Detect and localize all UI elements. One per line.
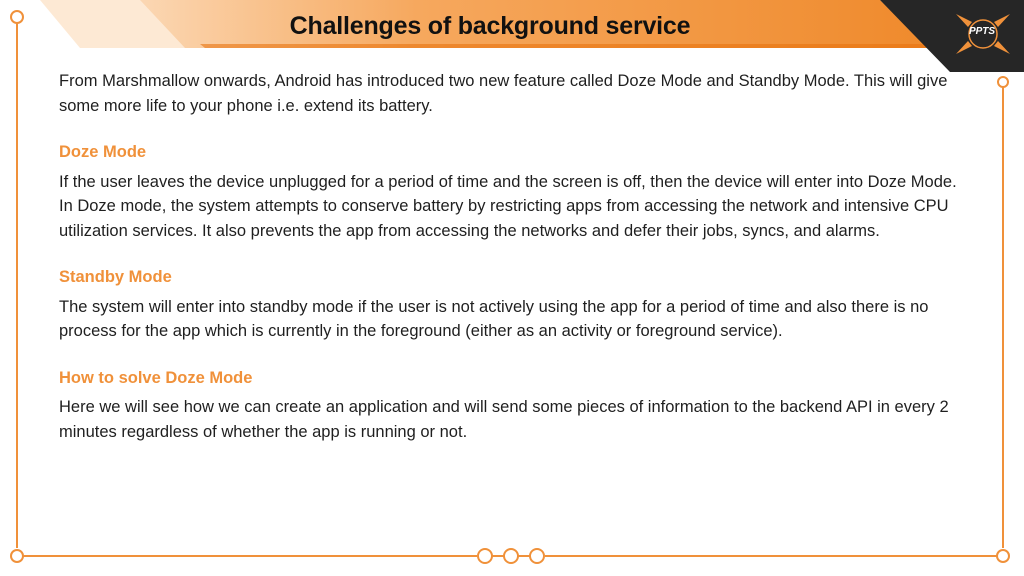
slide-title: Challenges of background service bbox=[289, 12, 691, 40]
section-heading-doze-mode: Doze Mode bbox=[59, 143, 147, 161]
frame-node-top-left bbox=[11, 11, 23, 23]
section-body-doze-mode: If the user leaves the device unplugged for a period of time and the screen is off, then the device will enter into Doze Mode. In Doze mode, the system attempts to conserve battery by restricting apps from accessing the network and intensive CPU utilization services. It also prevents the app from accessing the networks and defer their jobs, syncs, and alarms. bbox=[59, 172, 957, 240]
frame-node-bottom-center-1 bbox=[478, 549, 492, 563]
frame-node-right bbox=[998, 77, 1008, 87]
header-banner-stripe bbox=[200, 44, 935, 48]
section-body-standby-mode: The system will enter into standby mode if the user is not actively using the app for a period of time and also there is no process for the app which is currently in the foreground (either as an activity or foreground service). bbox=[59, 297, 929, 340]
logo-text: PPTS bbox=[968, 26, 996, 37]
slide-content bbox=[59, 69, 969, 444]
section-body-how-to-solve: Here we will see how we can create an application and will send some pieces of information to the backend API in every 2 minutes regardless of whether the app is running or not. bbox=[59, 398, 949, 441]
intro-paragraph: From Marshmallow onwards, Android has introduced two new feature called Doze Mode and Standby Mode. This will give some more life to your phone i.e. extend its battery. bbox=[59, 72, 948, 115]
frame-node-bottom-left bbox=[11, 550, 23, 562]
frame-node-bottom-center-2 bbox=[504, 549, 518, 563]
frame-node-bottom-right bbox=[997, 550, 1009, 562]
frame-node-bottom-center-3 bbox=[530, 549, 544, 563]
section-heading-standby-mode: Standby Mode bbox=[59, 268, 172, 286]
section-heading-how-to-solve: How to solve Doze Mode bbox=[59, 368, 253, 387]
